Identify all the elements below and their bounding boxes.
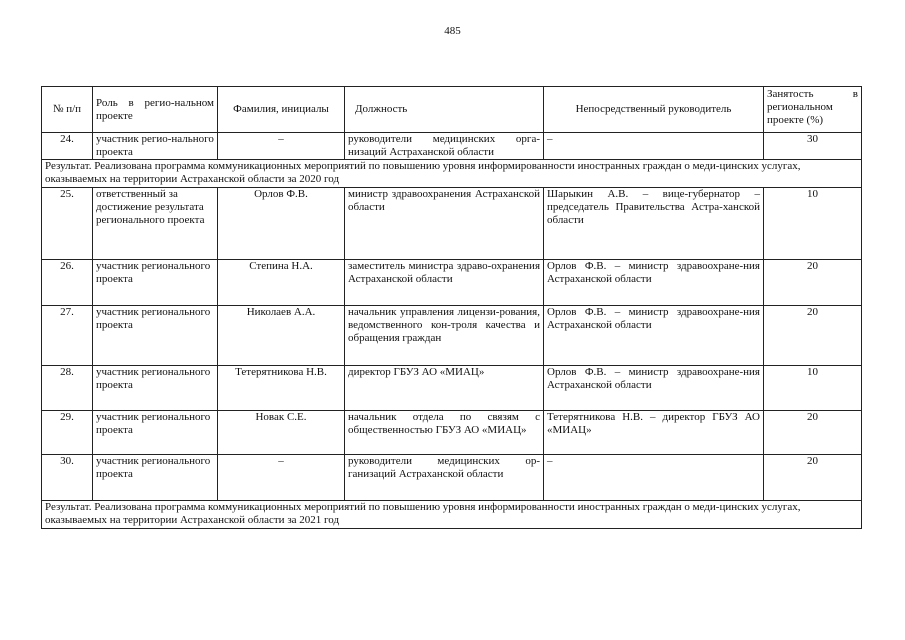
cell-role: участник регионального проекта: [93, 411, 218, 455]
cell-name: –: [218, 455, 345, 501]
cell-role: участник регионального проекта: [93, 260, 218, 306]
cell-position: министр здравоохранения Астраханской области: [345, 188, 544, 260]
table-row: [42, 455, 862, 501]
cell-supervisor: Тетерятникова Н.В. – директор ГБУЗ АО «МИАЦ»: [544, 411, 764, 455]
cell-position: заместитель министра здраво-охранения Астраханской области: [345, 260, 544, 306]
cell-supervisor: Орлов Ф.В. – министр здравоохране-ния Астраханской области: [544, 306, 764, 366]
cell-position: руководители медицинских орга-низаций Астраханской области: [345, 133, 544, 160]
cell-percent: 20: [764, 260, 862, 306]
cell-supervisor: –: [544, 455, 764, 501]
cell-num: 25.: [42, 188, 93, 260]
cell-role: участник регио-нального проекта: [93, 133, 218, 160]
cell-role: участник регионального проекта: [93, 455, 218, 501]
table-row: [42, 306, 862, 366]
cell-name: Тетерятникова Н.В.: [218, 366, 345, 411]
cell-name: Новак С.Е.: [218, 411, 345, 455]
cell-name: Николаев А.А.: [218, 306, 345, 366]
cell-position: руководители медицинских ор-ганизаций Астраханской области: [345, 455, 544, 501]
cell-percent: 20: [764, 455, 862, 501]
cell-supervisor: Орлов Ф.В. – министр здравоохране-ния Астраханской области: [544, 260, 764, 306]
cell-name: Орлов Ф.В.: [218, 188, 345, 260]
table-row: [42, 260, 862, 306]
cell-name: Степина Н.А.: [218, 260, 345, 306]
cell-name: –: [218, 133, 345, 160]
result-text: Результат. Реализована программа коммуникационных мероприятий по повышению уровня информированности иностранных граждан о меди-цинских услугах, оказываемых на территории Астраханской области за 2020 год: [42, 160, 862, 188]
cell-role: участник регионального проекта: [93, 366, 218, 411]
header-role: Роль в регио-нальном проекте: [93, 87, 218, 133]
cell-supervisor: –: [544, 133, 764, 160]
result-row: [42, 160, 862, 188]
header-supervisor: Непосредственный руководитель: [544, 87, 764, 133]
cell-supervisor: Шарыкин А.В. – вице-губернатор – председатель Правительства Астра-ханской области: [544, 188, 764, 260]
cell-position: начальник отдела по связям с общественностью ГБУЗ АО «МИАЦ»: [345, 411, 544, 455]
header-percent: Занятость в региональном проекте (%): [764, 87, 862, 133]
cell-num: 28.: [42, 366, 93, 411]
cell-position: начальник управления лицензи-рования, ведомственного кон-троля качества и обращения граждан: [345, 306, 544, 366]
table-row: [42, 411, 862, 455]
cell-role: участник регионального проекта: [93, 306, 218, 366]
cell-percent: 20: [764, 411, 862, 455]
cell-num: 30.: [42, 455, 93, 501]
result-text: Результат. Реализована программа коммуникационных мероприятий по повышению уровня информированности иностранных граждан о меди-цинских услугах, оказываемых на территории Астраханской области за 2021 год: [42, 501, 862, 529]
cell-num: 27.: [42, 306, 93, 366]
cell-percent: 10: [764, 366, 862, 411]
cell-percent: 20: [764, 306, 862, 366]
cell-supervisor: Орлов Ф.В. – министр здравоохране-ния Астраханской области: [544, 366, 764, 411]
cell-num: 24.: [42, 133, 93, 160]
cell-percent: 10: [764, 188, 862, 260]
header-name: Фамилия, инициалы: [218, 87, 345, 133]
cell-num: 26.: [42, 260, 93, 306]
cell-num: 29.: [42, 411, 93, 455]
cell-percent: 30: [764, 133, 862, 160]
table-row: [42, 188, 862, 260]
table-row: [42, 366, 862, 411]
result-row: [42, 501, 862, 529]
page-number: 485: [444, 25, 461, 37]
header-row: [42, 87, 862, 133]
table-row: [42, 133, 862, 160]
cell-role: ответственный за достижение результата регионального проекта: [93, 188, 218, 260]
cell-position: директор ГБУЗ АО «МИАЦ»: [345, 366, 544, 411]
project-roster-table: [41, 86, 862, 529]
header-position: Должность: [345, 87, 544, 133]
header-num: № п/п: [42, 87, 93, 133]
